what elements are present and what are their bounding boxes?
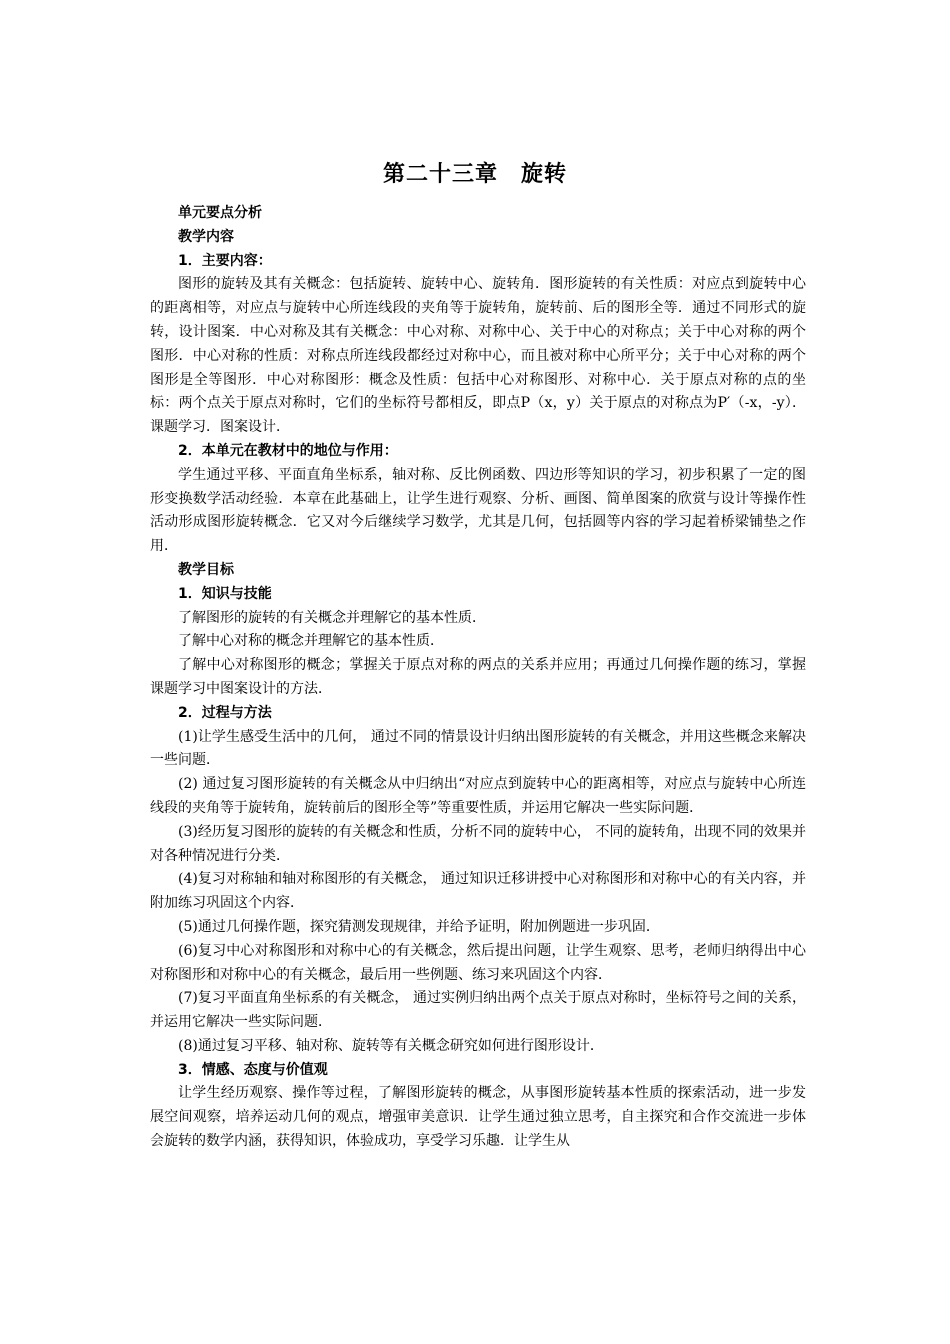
heading-teaching-content: 教学内容 (178, 228, 234, 245)
paragraph-goal-central-symmetry: 了解中心对称的概念并理解它的基本性质． (178, 633, 444, 650)
paragraph-process-3: (3)经历复习图形的旋转的有关概念和性质，分析不同的旋转中心， 不同的旋转角，出现不同的效果并对各种情况进行分类． (150, 823, 806, 864)
heading-emotion-values: 3．情感、态度与价值观 (178, 1061, 328, 1078)
paragraph-process-2: (2) 通过复习图形旋转的有关概念从中归纳出“对应点到旋转中心的距离相等，对应点与旋转中心所连线段的夹角等于旋转角，旋转前后的图形全等”等重要性质，并运用它解决一些实际问题． (150, 776, 806, 816)
paragraph-process-4: (4)复习对称轴和轴对称图形的有关概念， 通过知识迁移讲授中心对称图形和对称中心的有关内容，并附加练习巩固这个内容． (150, 871, 806, 912)
paragraph-status-role: 学生通过平移、平面直角坐标系，轴对称、反比例函数、四边形等知识的学习，初步积累了一定的图形变换数学活动经验．本章在此基础上，让学生进行观察、分析、画图、简单图案的欣赏与设计等操作性活动形成图形旋转概念．它又对今后继续学习数学，尤其是几何，包括圆等内容的学习起着桥梁铺垫之作用． (150, 466, 806, 555)
heading-unit-analysis: 单元要点分析 (178, 205, 262, 221)
heading-knowledge-skills: 1．知识与技能 (178, 585, 272, 602)
heading-teaching-goals: 教学目标 (178, 561, 234, 578)
heading-main-content: 1．主要内容： (178, 252, 272, 269)
paragraph-main-content: 图形的旋转及其有关概念：包括旋转、旋转中心、旋转角．图形旋转的有关性质：对应点到旋转中心的距离相等，对应点与旋转中心所连线段的夹角等于旋转角，旋转前、后的图形全等．通过不同形式的旋转，设计图案．中心对称及其有关概念：中心对称、对称中心、关于中心的对称点；关于中心对称的两个图形．中心对称的性质：对称点所连线段都经过对称中心，而且被对称中心所平分；关于中心对称的两个图形是全等图形．中心对称图形：概念及性质：包括中心对称图形、对称中心．关于原点对称的点的坐标：两个点关于原点对称时，它们的坐标符号都相反，即点P（x，y）关于原点的对称点为P′（-x，-y）．课题学习．图案设计． (150, 276, 806, 436)
paragraph-goal-symmetric-figure: 了解中心对称图形的概念；掌握关于原点对称的两点的关系并应用；再通过几何操作题的练习，掌握课题学习中图案设计的方法． (150, 657, 806, 697)
heading-process-method: 2．过程与方法 (178, 704, 272, 721)
paragraph-process-8: (8)通过复习平移、轴对称、旋转等有关概念研究如何进行图形设计． (178, 1037, 604, 1054)
chapter-title: 第二十三章 旋转 (382, 162, 567, 187)
heading-status-role: 2．本单元在教材中的地位与作用： (178, 442, 398, 459)
paragraph-process-5: (5)通过几何操作题，探究猜测发现规律，并给予证明，附加例题进一步巩固． (178, 918, 660, 935)
paragraph-emotion-values: 让学生经历观察、操作等过程，了解图形旋转的概念，从事图形旋转基本性质的探索活动，进一步发展空间观察，培养运动几何的观点，增强审美意识．让学生通过独立思考，自主探究和合作交流进一步体会旋转的数学内涵，获得知识，体验成功，享受学习乐趣．让学生从 (150, 1085, 806, 1150)
paragraph-process-1: (1)让学生感受生活中的几何， 通过不同的情景设计归纳出图形旋转的有关概念，并用这些概念来解决一些问题． (150, 728, 806, 769)
paragraph-process-7: (7)复习平面直角坐标系的有关概念， 通过实例归纳出两个点关于原点对称时，坐标符号之间的关系，并运用它解决一些实际问题． (150, 990, 806, 1031)
paragraph-process-6: (6)复习中心对称图形和对称中心的有关概念，然后提出问题，让学生观察、思考，老师归纳得出中心对称图形和对称中心的有关概念，最后用一些例题、练习来巩固这个内容． (150, 942, 806, 983)
paragraph-goal-rotation: 了解图形的旋转的有关概念并理解它的基本性质． (178, 609, 486, 626)
document-body (150, 202, 806, 1154)
